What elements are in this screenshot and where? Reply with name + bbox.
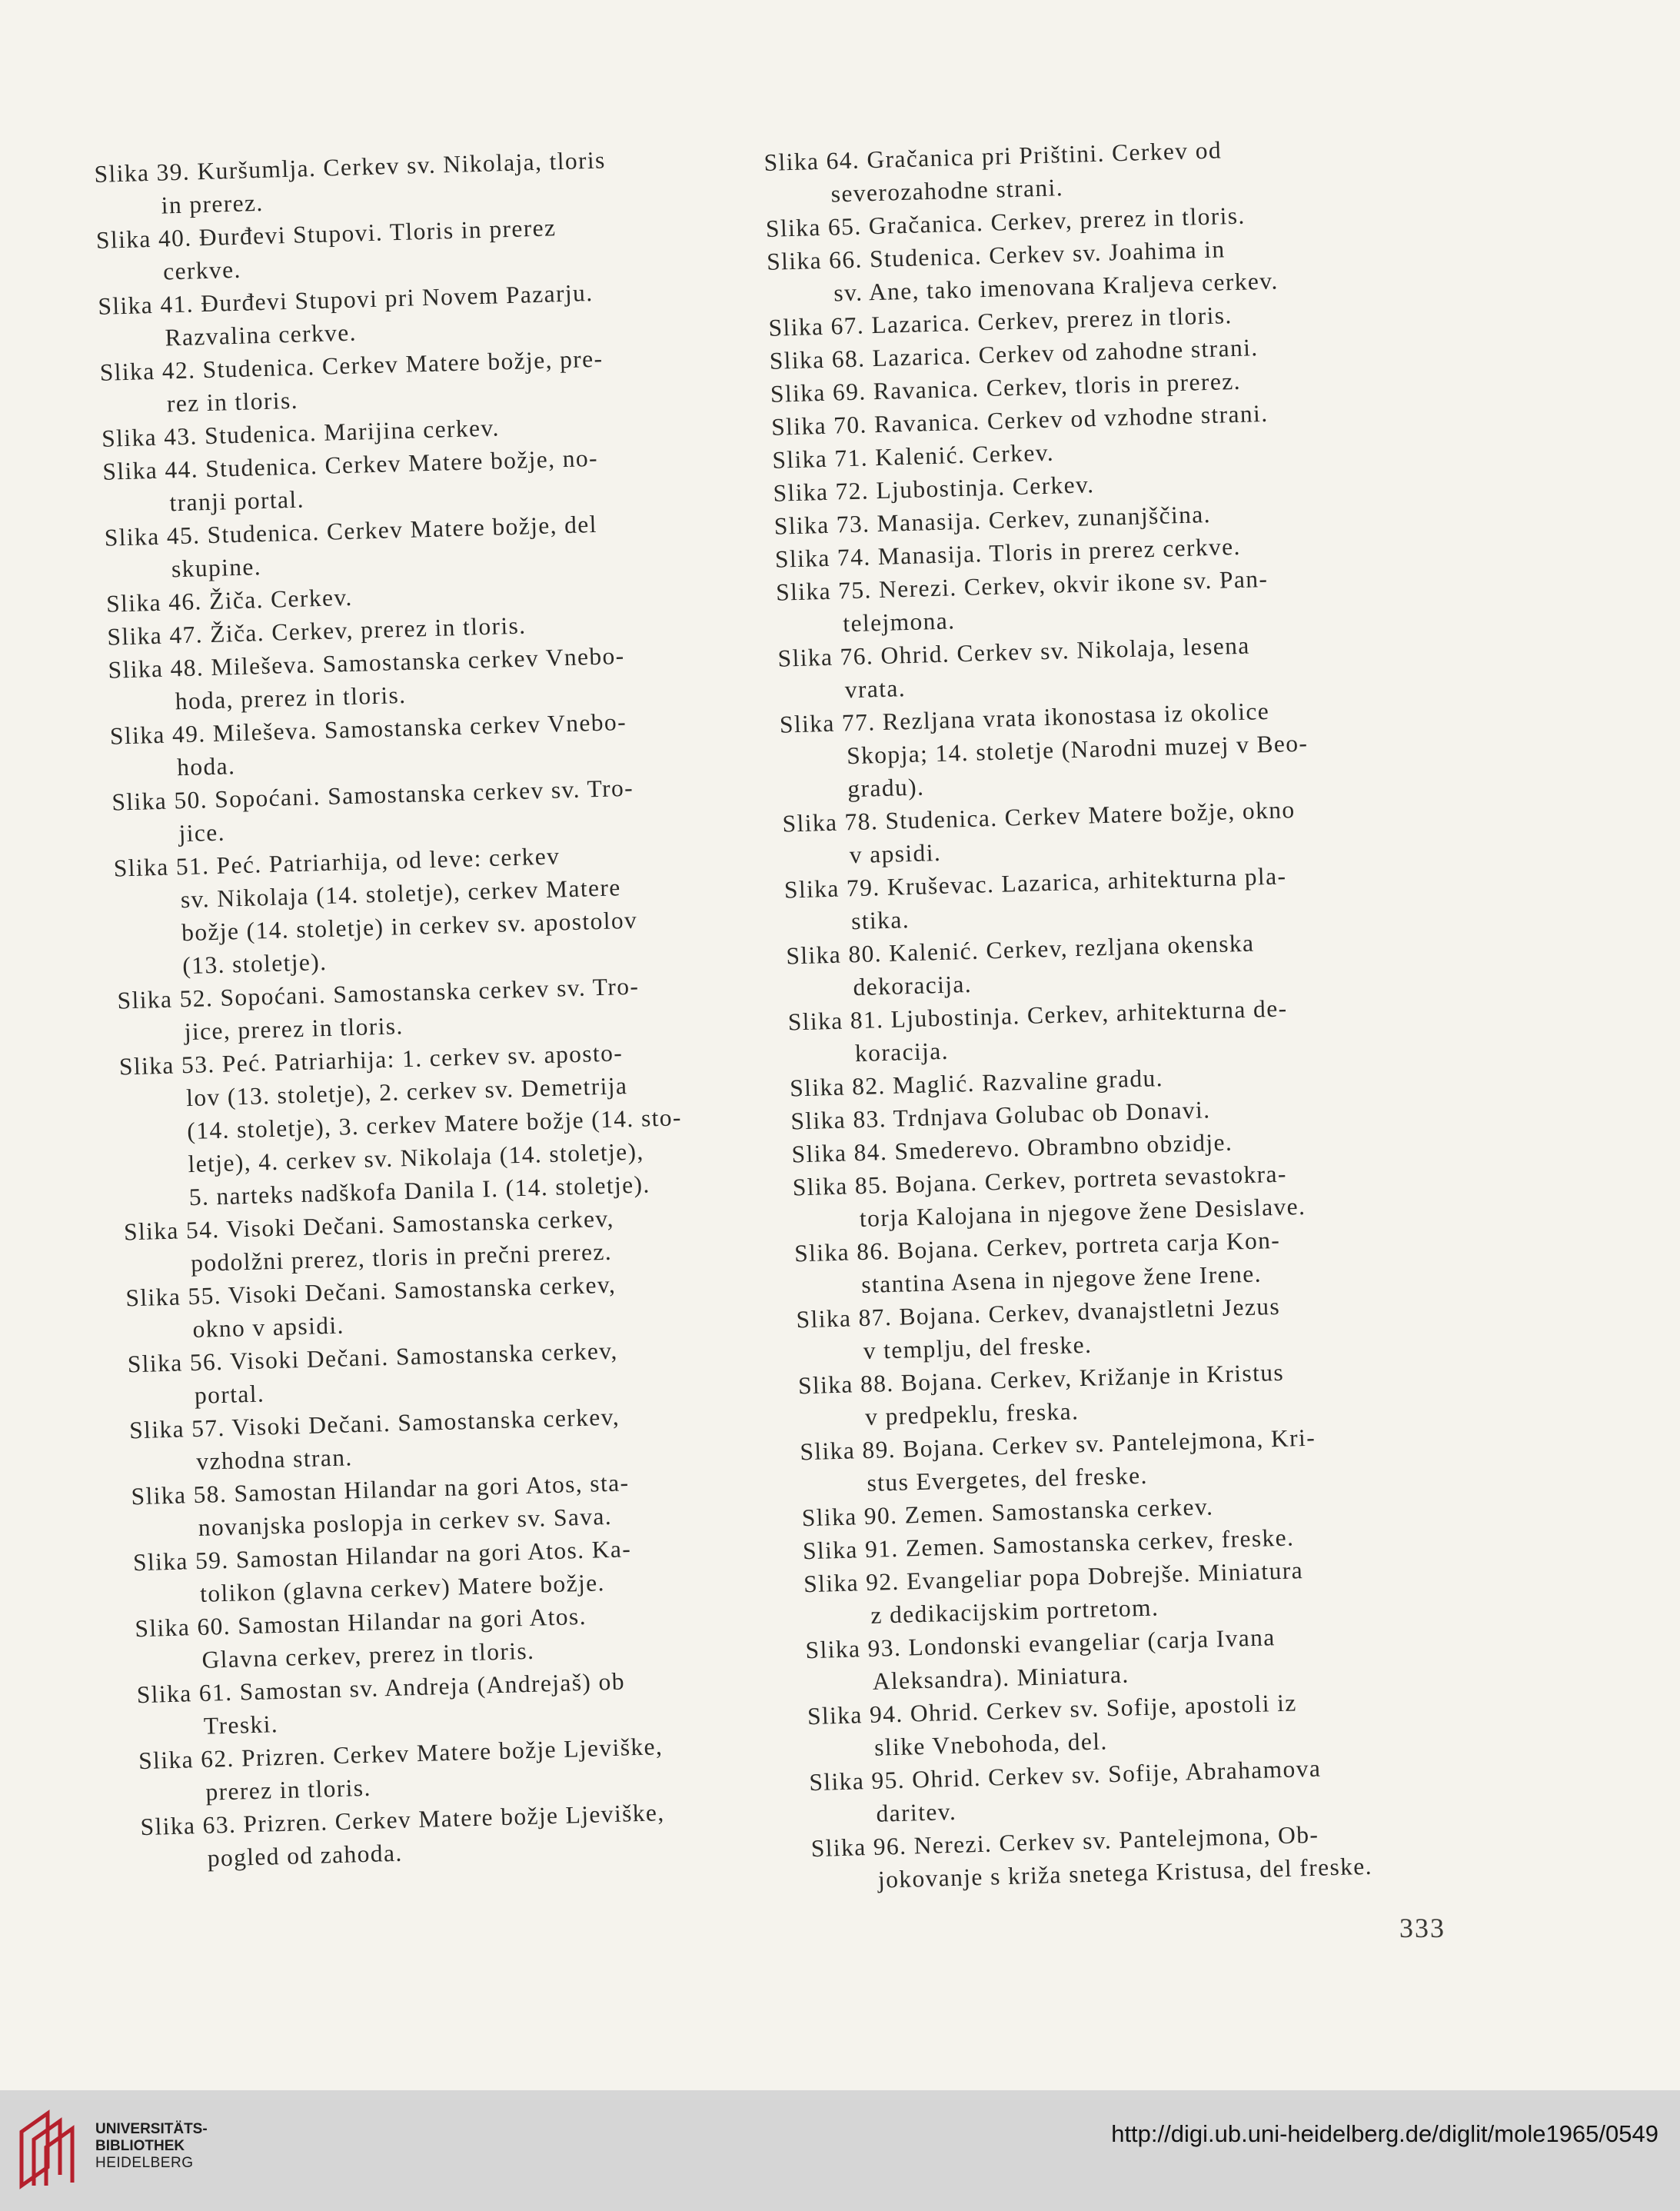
caption-continuation: letje), 4. cerkev sv. Nikolaja (14. stoletje), [188,1137,645,1178]
caption-entry [779,689,1458,807]
caption-line: Slika 64. Gračanica pri Prištini. Cerkev od [763,136,1223,176]
caption-line: Slika 41. Đurđevi Stupovi pri Novem Pazarju. [97,278,594,320]
caption-column-left [94,138,818,1876]
caption-continuation: severozahodne strani. [830,174,1064,208]
caption-line: Slika 71. Kalenić. Cerkev. [771,438,1055,474]
library-name-line2: BIBLIOTHEK [95,2138,185,2154]
caption-line: Slika 50. Sopoćani. Samostanska cerkev sv. Tro- [111,774,634,816]
caption-line: Slika 49. Mileševa. Samostanska cerkev Vnebo- [109,708,627,750]
caption-continuation: v apsidi. [849,838,942,869]
caption-line: Slika 56. Visoki Dečani. Samostanska cerkev, [127,1337,619,1378]
caption-continuation: 5. narteks nadškofa Danila I. (14. stoletje). [188,1170,651,1211]
caption-continuation: Aleksandra). Miniatura. [872,1660,1130,1695]
caption-line: Slika 76. Ohrid. Cerkev sv. Nikolaja, lesena [777,631,1251,672]
caption-line: Slika 92. Evangeliar popa Dobrejše. Miniatura [803,1557,1304,1598]
caption-line: Slika 84. Smederevo. Obrambno obzidje. [791,1128,1233,1168]
caption-line: Slika 87. Bojana. Cerkev, dvanajstletni Jezus [796,1292,1281,1334]
caption-continuation: koracija. [854,1037,950,1067]
library-name-line3: HEIDELBERG [95,2155,194,2171]
caption-line: Slika 51. Peć. Patriarhija, od leve: cerkev [113,842,561,882]
caption-line: Slika 54. Visoki Dečani. Samostanska cerkev, [123,1204,615,1246]
caption-continuation: jice. [178,818,226,847]
caption-continuation: z dedikacijskim portretom. [870,1593,1159,1629]
caption-continuation: portal. [194,1380,265,1409]
caption-continuation: božje (14. stoletje) in cerkev sv. apostolov [181,906,638,947]
caption-line: Slika 96. Nerezi. Cerkev sv. Pantelejmona, Ob- [810,1820,1319,1863]
caption-line: Slika 55. Visoki Dečani. Samostanska cerkev, [125,1270,617,1312]
caption-line: Slika 43. Studenica. Marijina cerkev. [101,414,501,452]
library-name [95,2121,208,2172]
caption-continuation: stika. [850,906,910,935]
caption-line: Slika 46. Žiča. Cerkev. [105,583,354,618]
caption-continuation: vrata. [844,674,907,704]
caption-continuation: v templju, del freske. [863,1330,1093,1364]
caption-line: Slika 83. Trdnjava Golubac ob Donavi. [790,1096,1211,1135]
caption-line: Slika 82. Maglić. Razvaline gradu. [789,1064,1164,1102]
caption-continuation: okno v apsidi. [192,1311,345,1343]
caption-continuation: Glavna cerkev, prerez in tloris. [201,1637,535,1673]
caption-continuation: slike Vnebohoda, del. [873,1727,1109,1761]
caption-continuation: skupine. [171,553,262,583]
caption-continuation: jice, prerez in tloris. [184,1012,404,1046]
caption-line: Slika 86. Bojana. Cerkev, portreta carja Kon- [793,1226,1281,1267]
caption-line: Slika 61. Samostan sv. Andreja (Andrejaš) ob [136,1667,626,1709]
caption-continuation: sv. Nikolaja (14. stoletje), cerkev Matere [180,874,622,914]
caption-line: Slika 80. Kalenić. Cerkev, rezljana okenska [785,929,1255,970]
caption-line: Slika 39. Kuršumlja. Cerkev sv. Nikolaja, tloris [94,146,607,188]
caption-continuation: prerez in tloris. [205,1773,372,1806]
caption-continuation: rez in tloris. [166,386,299,418]
caption-continuation: lov (13. stoletje), 2. cerkev sv. Demetrija [185,1072,628,1112]
caption-line: Slika 69. Ravanica. Cerkev, tloris in prerez. [770,367,1242,408]
ub-heidelberg-logo-icon [17,2109,86,2190]
caption-line: Slika 85. Bojana. Cerkev, portreta sevastokra- [792,1160,1288,1201]
caption-continuation: hoda. [176,752,236,781]
caption-continuation: (13. stoletje). [181,947,328,980]
caption-line: Slika 66. Studenica. Cerkev sv. Joahima in [766,235,1226,275]
caption-line: Slika 77. Rezljana vrata ikonostasa iz okolice [779,697,1270,738]
caption-continuation: vzhodna stran. [195,1443,354,1475]
caption-continuation: stantina Asena in njegove žene Irene. [860,1260,1262,1299]
caption-line: Slika 48. Mileševa. Samostanska cerkev Vnebo- [108,641,626,684]
caption-continuation: sv. Ane, tako imenovana Kraljeva cerkev. [833,267,1279,307]
caption-line: Slika 78. Studenica. Cerkev Matere božje, okno [782,796,1296,837]
caption-continuation: torja Kalojana in njegove žene Desislave. [859,1192,1306,1233]
caption-line: Slika 63. Prizren. Cerkev Matere božje Ljeviške, [140,1799,665,1841]
caption-line: Slika 59. Samostan Hilandar na gori Atos. Ka- [132,1535,632,1577]
caption-line: Slika 42. Studenica. Cerkev Matere božje, pre- [99,345,604,386]
caption-line: Slika 65. Gračanica. Cerkev, prerez in tloris. [765,201,1246,242]
caption-continuation: pogled od zahoda. [207,1839,404,1872]
caption-line: Slika 53. Peć. Patriarhija: 1. cerkev sv. aposto- [118,1039,624,1081]
caption-line: Slika 91. Zemen. Samostanska cerkev, freske. [802,1523,1295,1565]
caption-line: Slika 95. Ohrid. Cerkev sv. Sofije, Abrahamova [808,1754,1322,1796]
caption-line: Slika 52. Sopoćani. Samostanska cerkev sv. Tro- [117,972,640,1014]
library-name-line1: UNIVERSITÄTS- [95,2121,208,2137]
caption-line: Slika 57. Visoki Dečani. Samostanska cerkev, [128,1403,620,1444]
caption-continuation: Skopja; 14. stoletje (Narodni muzej v Beo- [846,729,1309,770]
caption-continuation: hoda, prerez in tloris. [175,681,407,715]
caption-line: Slika 67. Lazarica. Cerkev, prerez in tloris. [768,301,1233,341]
caption-line: Slika 88. Bojana. Cerkev, Križanje in Kristus [797,1358,1285,1400]
caption-line: Slika 73. Manasija. Cerkev, zunanjščina. [773,500,1212,540]
footer-bar [0,2090,1680,2211]
caption-continuation: Razvalina cerkve. [165,318,358,351]
caption-line: Slika 90. Zemen. Samostanska cerkev. [801,1493,1214,1532]
caption-continuation: novanjska poslopja in cerkev sv. Sava. [198,1502,613,1541]
caption-continuation: Treski. [203,1710,279,1740]
caption-line: Slika 94. Ohrid. Cerkev sv. Sofije, apostoli iz [807,1689,1298,1730]
caption-line: Slika 44. Studenica. Cerkev Matere božje, no- [101,444,599,485]
caption-line: Slika 60. Samostan Hilandar na gori Atos. [134,1602,587,1643]
caption-entry [113,833,793,984]
caption-continuation: (14. stoletje), 3. cerkev Matere božje (14. sto- [186,1104,683,1145]
caption-column-right [763,127,1489,1898]
caption-continuation: podolžni prerez, tloris in prečni prerez. [190,1237,613,1277]
caption-continuation: tolikon (glavna cerkev) Matere božje. [199,1569,606,1607]
caption-line: Slika 58. Samostan Hilandar na gori Atos, sta- [131,1469,630,1510]
caption-continuation: stus Evergetes, del freske. [867,1461,1149,1497]
caption-line: Slika 40. Đurđevi Stupovi. Tloris in prerez [95,214,557,254]
caption-continuation: tranji portal. [169,485,305,517]
caption-line: Slika 72. Ljubostinja. Cerkev. [773,471,1095,507]
caption-line: Slika 79. Kruševac. Lazarica, arhitekturna pla- [783,862,1287,904]
caption-entry [118,1031,800,1215]
caption-line: Slika 68. Lazarica. Cerkev od zahodne strani. [769,334,1259,375]
caption-continuation: dekoracija. [853,970,973,1001]
caption-continuation: in prerez. [161,188,264,219]
caption-line: Slika 75. Nerezi. Cerkev, okvir ikone sv. Pan- [775,564,1269,606]
source-url-link[interactable]: http://digi.ub.uni-heidelberg.de/diglit/mole1965/0549 [1111,2120,1658,2147]
caption-line: Slika 62. Prizren. Cerkev Matere božje Ljeviške, [138,1733,664,1775]
caption-continuation: cerkve. [162,255,242,285]
caption-line: Slika 81. Ljubostinja. Cerkev, arhitekturna de- [787,994,1288,1036]
caption-line: Slika 47. Žiča. Cerkev, prerez in tloris. [106,611,527,651]
caption-line: Slika 74. Manasija. Tloris in prerez cerkve. [774,532,1242,573]
caption-continuation: gradu). [847,773,925,803]
caption-continuation: jokovanje s križa snetega Kristusa, del freske. [877,1852,1373,1893]
caption-continuation: v predpeklu, freska. [864,1397,1080,1430]
caption-continuation: telejmona. [842,607,956,638]
caption-line: Slika 45. Studenica. Cerkev Matere božje, del [104,510,598,551]
caption-line: Slika 89. Bojana. Cerkev sv. Pantelejmona, Kri- [799,1423,1316,1466]
caption-line: Slika 70. Ravanica. Cerkev od vzhodne strani. [770,399,1269,441]
caption-continuation: daritev. [876,1797,957,1827]
page-number: 333 [1399,1913,1445,1943]
caption-line: Slika 93. Londonski evangeliar (carja Ivana [805,1623,1276,1664]
